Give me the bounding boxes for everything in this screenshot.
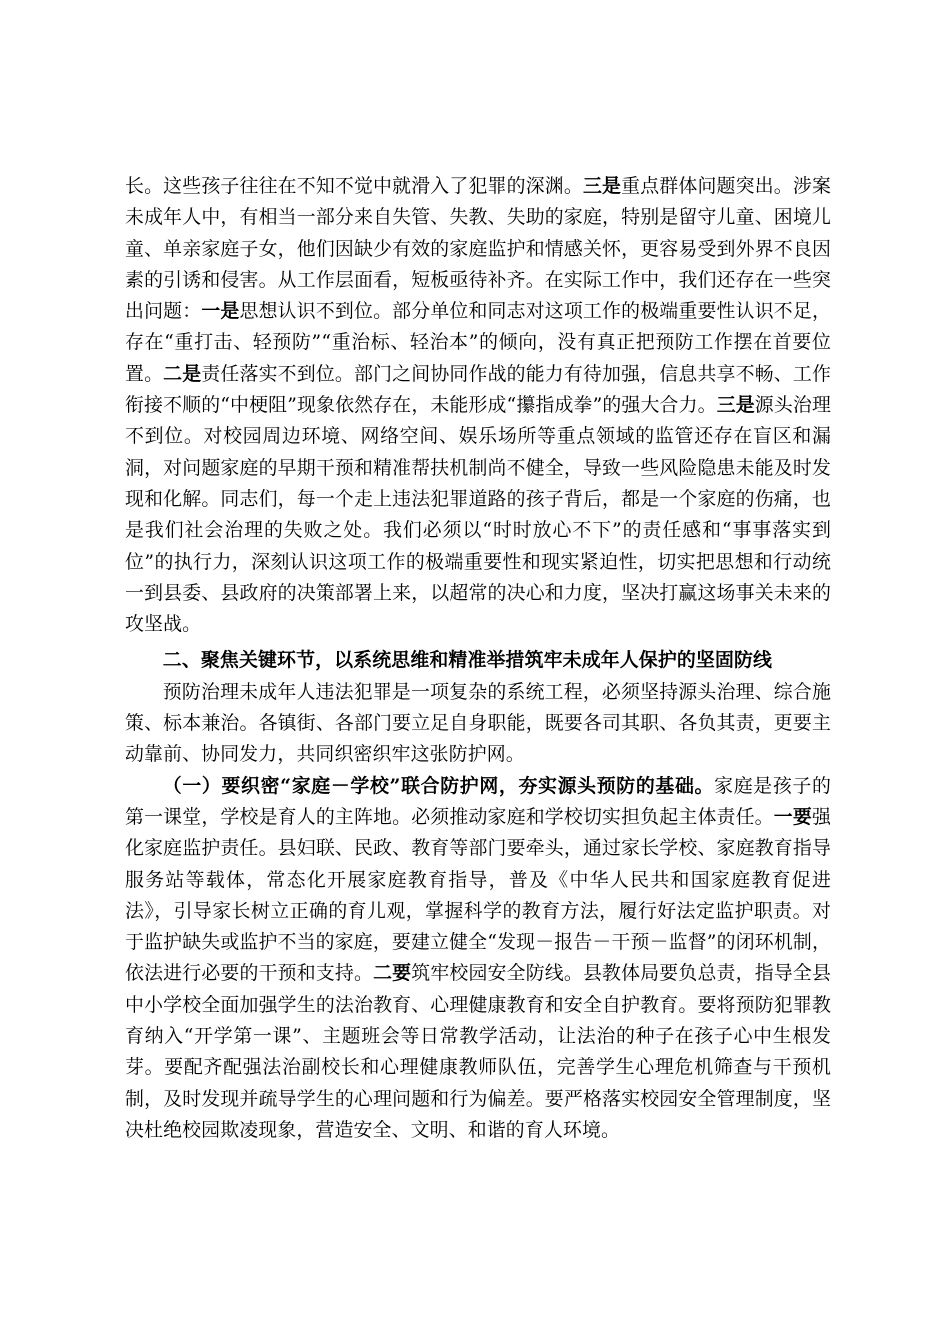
bold-marker: 一是 [201, 300, 240, 323]
paragraph-intro: 预防治理未成年人违法犯罪是一项复杂的系统工程，必须坚持源头治理、综合施策、标本兼治。各镇街、各部门要立足自身职能，既要各司其职、各负其责，更要主动靠前、协同发力，共同织密织牢这张防护网。 [125, 680, 831, 766]
paragraph-text: 长。这些孩子往往在不知不觉中就滑入了犯罪的深渊。 [125, 175, 583, 197]
bold-marker: 二是 [163, 362, 202, 385]
bold-marker: 一要 [773, 805, 812, 828]
paragraph-text: 家庭是孩子的第一课堂，学校是育人的主阵地。必须推动家庭和学校切实担负起主体责任。 [125, 774, 831, 828]
paragraph-text: 源头治理不到位。对校园周边环境、网络空间、娱乐场所等重点领域的监管还存在盲区和漏洞，对问题家庭的早期干预和精准帮扶机制尚不健全，导致一些风险隐患未能及时发现和化解。同志们，每一个走上违法犯罪道路的孩子背后，都是一个家庭的伤痛，也是我们社会治理的失败之处。我们必须以“时时放心不下”的责任感和“事事落实到位”的执行力，深刻认识这项工作的极端重要性和现实紧迫性，切实把思想和行动统一到县委、县政府的决策部署上来，以超常的决心和力度，坚决打赢这场事关未来的攻坚战。 [125, 394, 831, 636]
section-heading-2: 二、聚焦关键环节，以系统思维和精准举措筑牢未成年人保护的坚固防线 [162, 649, 773, 672]
subheading: （一）要织密“家庭－学校”联合防护网，夯实源头预防的基础。 [162, 774, 715, 797]
paragraph-text: 责任落实不到位。部门之间协同作战的能力有待加强，信息共享不畅、工作衔接不顺的“中梗阻”现象依然存在，未能形成“攥指成拳”的强大合力。 [125, 362, 831, 417]
paragraph-text: 强化家庭监护责任。县妇联、民政、教育等部门要牵头，通过家长学校、家庭教育指导服务站等载体，常态化开展家庭教育指导，普及《中华人民共和国家庭教育促进法》，引导家长树立正确的育儿观，掌握科学的教育方法，履行好法定监护职责。对于监护缺失或监护不当的家庭，要建立健全“发现－报告－干预－监督”的闭环机制，依法进行必要的干预和支持。 [125, 805, 831, 985]
paragraph-text: 思想认识不到位。部分单位和同志对这项工作的极端重要性认识不足，存在“重打击、轻预防”“重治标、轻治本”的倾向，没有真正把预防工作摆在首要位置。 [125, 300, 831, 385]
paragraph-problems [125, 171, 831, 640]
bold-marker: 三是 [582, 175, 622, 197]
document-body [125, 171, 831, 1146]
paragraph-text: 重点群体问题突出。涉案未成年人中，有相当一部分来自失管、失教、失助的家庭，特别是留守儿童、困境儿童、单亲家庭子女，他们因缺少有效的家庭监护和情感关怀，更容易受到外界不良因素的引诱和侵害。从工作层面看，短板亟待补齐。在实际工作中，我们还存在一些突出问题： [125, 175, 831, 323]
paragraph-family-school [125, 771, 831, 1147]
bold-marker: 二要 [373, 962, 412, 985]
paragraph-text: 筑牢校园安全防线。县教体局要负总责，指导全县中小学校全面加强学生的法治教育、心理健康教育和安全自护教育。要将预防犯罪教育纳入“开学第一课”、主题班会等日常教学活动，让法治的种子在孩子心中生根发芽。要配齐配强法治副校长和心理健康教师队伍，完善学生心理危机筛查与干预机制，及时发现并疏导学生的心理问题和行为偏差。要严格落实校园安全管理制度，坚决杜绝校园欺凌现象，营造安全、文明、和谐的育人环境。 [125, 962, 831, 1141]
bold-marker: 三是 [716, 394, 755, 417]
